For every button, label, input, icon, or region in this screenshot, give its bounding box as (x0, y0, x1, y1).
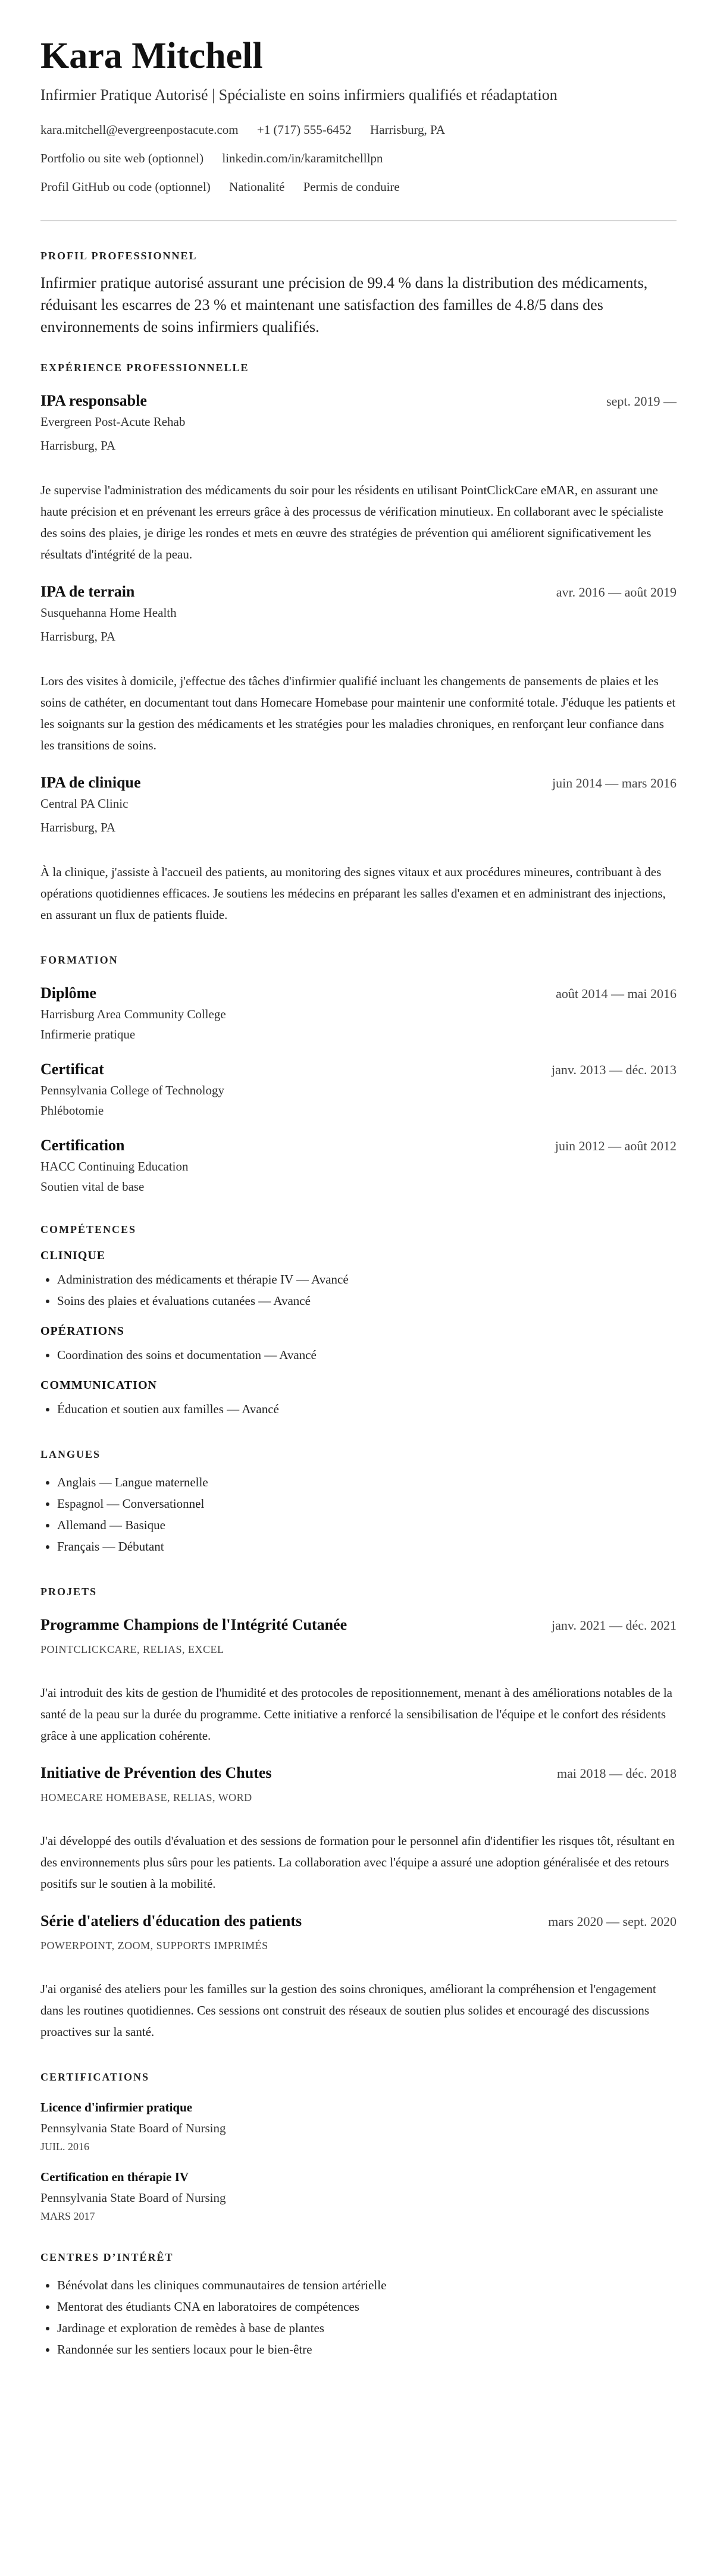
language-item: • Espagnol — Conversationnel (57, 1493, 677, 1514)
education-dates: août 2014 — mai 2016 (556, 986, 677, 1001)
section-title: PROFIL PROFESSIONNEL (40, 250, 198, 262)
certification-issuer: Pennsylvania State Board of Nursing (40, 2191, 226, 2205)
certification-name: Certification en thérapie IV (40, 2170, 189, 2184)
job-dates: avr. 2016 — août 2019 (556, 585, 677, 600)
job-dates: juin 2014 — mars 2016 (552, 776, 677, 790)
job-location: Harrisburg, PA (40, 438, 116, 453)
header-divider (40, 220, 677, 221)
extra-row (40, 178, 677, 195)
section-title: PROJETS (40, 1586, 98, 1598)
resume-header (40, 34, 677, 221)
school-name: HACC Continuing Education (40, 1159, 189, 1174)
project-name: Série d'ateliers d'éducation des patients (40, 1912, 302, 1929)
interest-item: • Bénévolat dans les cliniques communautaires de tension artérielle (57, 2274, 677, 2296)
section-title: CERTIFICATIONS (40, 2071, 150, 2083)
job-title: IPA de terrain (40, 583, 135, 600)
project-dates: janv. 2021 — déc. 2021 (552, 1618, 677, 1633)
company-name: Evergreen Post-Acute Rehab (40, 415, 186, 429)
entry-header (40, 1137, 677, 1154)
section-title: LANGUES (40, 1448, 101, 1460)
location: Harrisburg, PA (369, 123, 445, 137)
summary-text: Infirmier pratique autorisé assurant une précision de 99.4 % dans la distribution des médicaments, réduisant les escarres de 23 % et maintenant une satisfaction des familles de 4.8/5 dans des environnements de soins infirmiers qualifiés. (40, 274, 648, 335)
degree: Certification (40, 1137, 125, 1154)
project-tech: HOMECARE HOMEBASE, RELIAS, WORD (40, 1791, 252, 1803)
project-dates: mai 2018 — déc. 2018 (556, 1766, 677, 1781)
education-entry (40, 984, 677, 1043)
interest-item: • Mentorat des étudiants CNA en laboratoires de compétences (57, 2296, 677, 2317)
interests-section (40, 2251, 677, 2360)
skill-category: OPÉRATIONS (40, 1325, 124, 1338)
entry-header (40, 1616, 677, 1634)
field-of-study: Phlébotomie (40, 1103, 104, 1118)
skill-item: • Éducation et soutien aux familles — Avancé (57, 1398, 677, 1420)
entry-header (40, 1764, 677, 1782)
degree: Certificat (40, 1060, 104, 1078)
project-dates: mars 2020 — sept. 2020 (548, 1914, 677, 1929)
education-section (40, 954, 677, 1195)
project-entry (40, 1764, 677, 1894)
certification-entry (40, 2100, 677, 2153)
section-title: CENTRES D’INTÉRÊT (40, 2251, 174, 2263)
experience-entry (40, 583, 677, 756)
entry-header (40, 583, 677, 601)
project-description: J'ai développé des outils d'évaluation et des sessions de formation pour le personnel afin d'identifier les risques tôt, résultant en des environnements plus sûrs pour les patients. La collaboration avec l'équipe a assuré une adoption généralisée et des retours positifs sur le soutien à la mobilité. (40, 1834, 675, 1891)
certification-name: Licence d'infirmier pratique (40, 2100, 193, 2114)
language-item: • Français — Débutant (57, 1536, 677, 1557)
company-name: Central PA Clinic (40, 796, 129, 811)
project-name: Initiative de Prévention des Chutes (40, 1764, 272, 1781)
email-link[interactable]: kara.mitchell@evergreenpostacute.com (40, 123, 239, 137)
candidate-title: Infirmier Pratique Autorisé | Spécialiste en soins infirmiers qualifiés et réadaptation (40, 86, 558, 103)
degree: Diplôme (40, 984, 96, 1002)
project-entry (40, 1912, 677, 2042)
section-title: EXPÉRIENCE PROFESSIONNELLE (40, 362, 249, 374)
education-entry (40, 1060, 677, 1119)
education-dates: janv. 2013 — déc. 2013 (552, 1062, 677, 1077)
projects-section (40, 1586, 677, 2042)
summary-section (40, 250, 677, 338)
contact-row (40, 121, 677, 138)
job-title: IPA de clinique (40, 774, 141, 791)
field-of-study: Infirmerie pratique (40, 1027, 136, 1041)
skill-list (40, 1398, 677, 1420)
github-link[interactable]: Profil GitHub ou code (optionnel) (40, 180, 211, 194)
school-name: Pennsylvania College of Technology (40, 1083, 225, 1097)
project-description: J'ai introduit des kits de gestion de l'humidité et des protocoles de repositionnement, menant à des améliorations notables de la santé de la peau sur la durée du programme. Cette initiative a renforcé la sensibilisation de l'équipe et le confort des résidents grâce à une application cohérente. (40, 1686, 672, 1743)
experience-entry (40, 774, 677, 925)
certification-entry (40, 2170, 677, 2223)
project-entry (40, 1616, 677, 1746)
entry-header (40, 774, 677, 792)
skill-list (40, 1344, 677, 1366)
language-item: • Anglais — Langue maternelle (57, 1471, 677, 1493)
entry-header (40, 984, 677, 1002)
job-description: Je supervise l'administration des médicaments du soir pour les résidents en utilisant PointClickCare eMAR, en assurant une haute précision et en prévenant les erreurs grâce à des processus de vérification minutieux. En collaborant avec le spécialiste des soins des plaies, je dirige les rondes et mets en œuvre des stratégies de prévention qui améliorent significativement les résultats d'intégrité de la peau. (40, 483, 663, 561)
links-row (40, 150, 677, 167)
languages-section (40, 1448, 677, 1557)
job-location: Harrisburg, PA (40, 629, 116, 644)
certification-date: JUIL. 2016 (40, 2141, 89, 2153)
phone: +1 (717) 555-6452 (256, 123, 352, 137)
project-tech: POINTCLICKCARE, RELIAS, EXCEL (40, 1643, 224, 1655)
school-name: Harrisburg Area Community College (40, 1007, 226, 1021)
language-list (40, 1471, 677, 1557)
nationality: Nationalité (229, 180, 285, 194)
certification-date: MARS 2017 (40, 2210, 95, 2222)
language-item: • Allemand — Basique (57, 1514, 677, 1536)
linkedin-link[interactable]: linkedin.com/in/karamitchelllpn (222, 151, 383, 165)
project-description: J'ai organisé des ateliers pour les familles sur la gestion des soins chroniques, améliorant la compréhension et l'engagement dans les routines quotidiennes. Ces sessions ont construit des réseaux de soutien plus solides et encouragé des discussions proactives sur la santé. (40, 1982, 656, 2039)
skill-list (40, 1269, 677, 1311)
skill-item: • Administration des médicaments et thérapie IV — Avancé (57, 1269, 677, 1290)
job-location: Harrisburg, PA (40, 820, 116, 834)
education-dates: juin 2012 — août 2012 (555, 1138, 677, 1153)
job-description: Lors des visites à domicile, j'effectue des tâches d'infirmier qualifié incluant les changements de pansements de plaies et les soins de cathéter, en documentant tout dans Homecare Homebase pour maintenir une conformité totale. J'éduque les patients et les soignants sur la gestion des médicaments et les stratégies pour les maladies chroniques, en renforçant leur confiance dans les transitions de soins. (40, 674, 676, 752)
portfolio-link[interactable]: Portfolio ou site web (optionnel) (40, 151, 204, 165)
skill-category: COMMUNICATION (40, 1379, 157, 1392)
experience-section (40, 362, 677, 925)
job-description: À la clinique, j'assiste à l'accueil des patients, au monitoring des signes vitaux et aux procédures mineures, contribuant à des opérations quotidiennes efficaces. Je soutiens les médecins en préparant les salles d'examen et en administrant des injections, en assurant un flux de patients fluide. (40, 865, 666, 922)
company-name: Susquehanna Home Health (40, 605, 177, 620)
interest-item: • Randonnée sur les sentiers locaux pour le bien-être (57, 2339, 677, 2360)
certification-issuer: Pennsylvania State Board of Nursing (40, 2121, 226, 2135)
skills-section (40, 1223, 677, 1420)
interest-list (40, 2274, 677, 2360)
entry-header (40, 392, 677, 410)
job-title: IPA responsable (40, 392, 147, 409)
certifications-section (40, 2071, 677, 2223)
interest-item: • Jardinage et exploration de remèdes à base de plantes (57, 2317, 677, 2339)
skill-item: • Coordination des soins et documentation — Avancé (57, 1344, 677, 1366)
entry-header (40, 1060, 677, 1078)
job-dates: sept. 2019 — (606, 394, 677, 409)
section-title: COMPÉTENCES (40, 1223, 137, 1235)
field-of-study: Soutien vital de base (40, 1179, 145, 1194)
education-entry (40, 1137, 677, 1195)
entry-header (40, 1912, 677, 1930)
skill-item: • Soins des plaies et évaluations cutanées — Avancé (57, 1290, 677, 1311)
skill-category: CLINIQUE (40, 1249, 106, 1262)
project-name: Programme Champions de l'Intégrité Cutanée (40, 1616, 347, 1633)
driving-license: Permis de conduire (303, 180, 400, 194)
experience-entry (40, 392, 677, 565)
project-tech: POWERPOINT, ZOOM, SUPPORTS IMPRIMÉS (40, 1940, 268, 1951)
section-title: FORMATION (40, 954, 118, 966)
candidate-name: Kara Mitchell (40, 36, 263, 76)
